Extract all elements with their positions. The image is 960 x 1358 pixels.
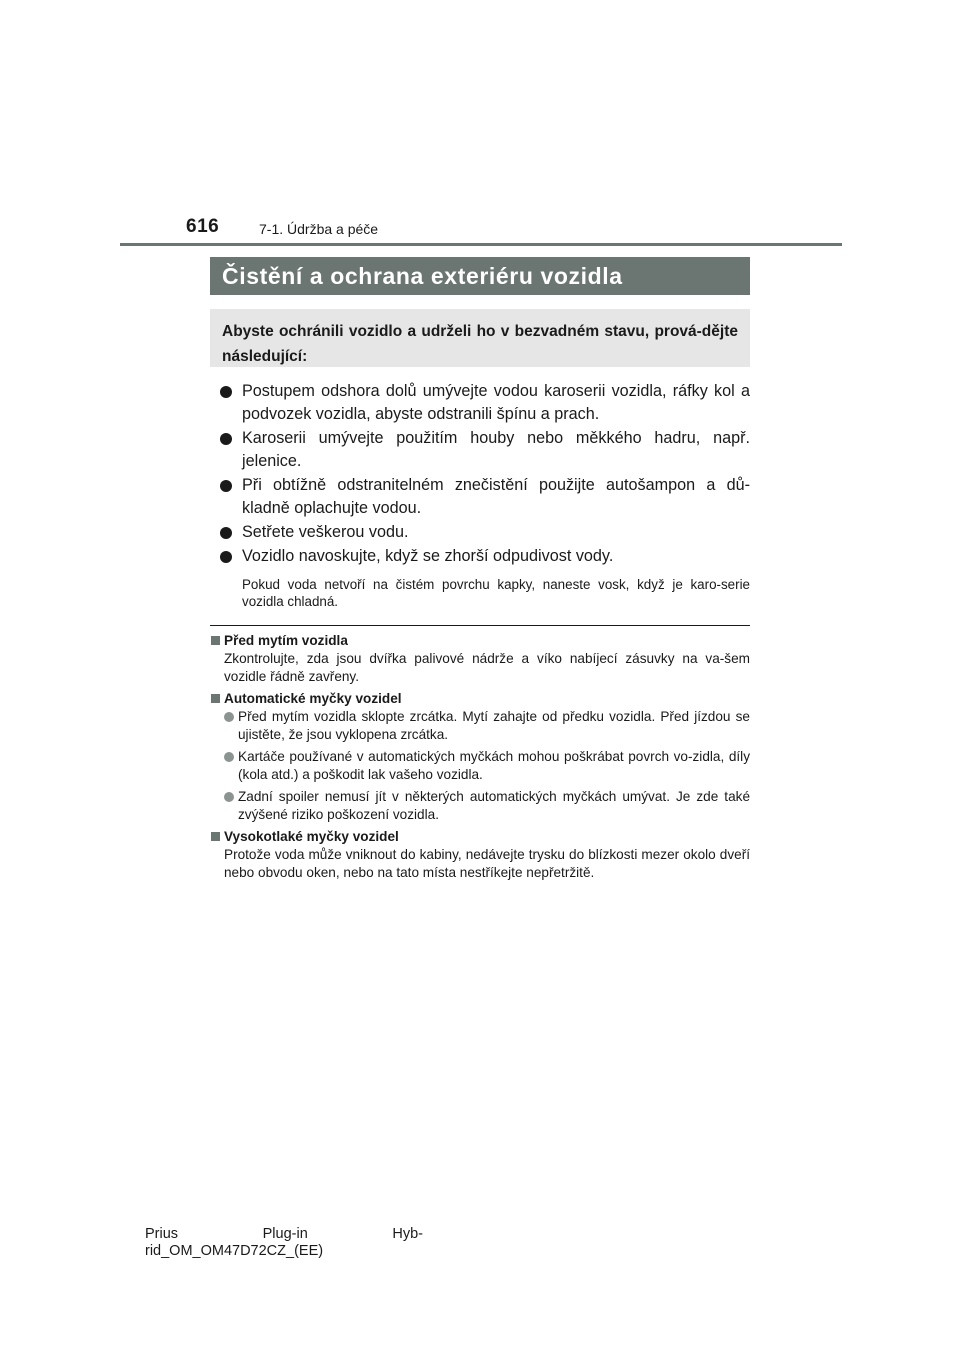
bullet-icon [220,551,232,563]
info-block-high-pressure-washes [210,828,750,882]
bullet-icon [224,712,234,722]
info-heading [210,632,750,650]
sub-list-item-text: Před mytím vozidla sklopte zrcátka. Mytí zahajte od předku vozidla. Před jízdou se ujistěte, že jsou vyklopena zrcátka. [238,709,750,742]
sub-list-item-text: Kartáče používané v automatických myčkách mohou poškrábat povrch vo-zidla, díly (kola atd.) a poškodit lak vašeho vozidla. [238,749,750,782]
bullet-icon [220,480,232,492]
info-body: Protože voda může vniknout do kabiny, nedávejte trysku do blízkosti mezer okolo dveří nebo obvodu oken, nebo na tato místa nestříkejte nepřetržitě. [224,847,750,880]
footer-row [145,1226,423,1243]
info-heading-text: Před mytím vozidla [224,633,348,648]
wax-note: Pokud voda netvoří na čistém povrchu kapky, naneste vosk, když je karo-serie vozidla chladná. [242,577,750,609]
info-sub-list [210,708,750,824]
sub-list-item [210,788,750,824]
page-number: 616 [186,216,220,237]
sub-list-item [210,748,750,784]
list-item [218,521,750,544]
footer-text: Hyb- [392,1226,423,1242]
page-title: Čistění a ochrana exteriéru vozidla [210,257,750,295]
list-item-text: Karoserii umývejte použitím houby nebo měkkého hadru, např. jelenice. [242,429,750,470]
sub-list-item [210,708,750,744]
instruction-list [218,380,750,569]
footer-text: Prius [145,1226,179,1242]
footer-text: Plug-in [262,1226,308,1242]
header-rule [120,243,842,246]
bullet-icon [224,792,234,802]
section-divider [210,625,750,626]
sub-list-item-text: Zadní spoiler nemusí jít v některých automatických myčkách umývat. Je zde také zvýšené riziko poškození vozidla. [238,789,750,822]
section-label: 7-1. Údržba a péče [259,221,379,237]
bullet-icon [220,386,232,398]
info-block-automatic-car-washes [210,690,750,824]
list-item-text: Postupem odshora dolů umývejte vodou karoserii vozidla, ráfky kol a podvozek vozidla, abyste odstranili špínu a prach. [242,382,750,423]
info-block-before-washing [210,632,750,686]
list-item-text: Setřete veškerou vodu. [242,523,409,541]
list-item [218,380,750,426]
square-bullet-icon [211,636,220,645]
intro-box [210,309,750,367]
bullet-icon [220,433,232,445]
bullet-icon [220,527,232,539]
intro-text: Abyste ochránili vozidlo a udrželi ho v bezvadném stavu, prová-dějte následující: [222,323,738,365]
list-item-text: Při obtížně odstranitelném znečistění použijte autošampon a dů-kladně oplachujte vodou. [242,476,750,517]
square-bullet-icon [211,832,220,841]
info-heading-text: Vysokotlaké myčky vozidel [224,829,399,844]
list-item [218,474,750,520]
info-heading [210,690,750,708]
info-body: Zkontrolujte, zda jsou dvířka palivové nádrže a víko nabíjecí zásuvky na va-šem vozidle řádně zavřeny. [224,651,750,684]
list-item [218,545,750,568]
info-heading-text: Automatické myčky vozidel [224,691,402,706]
info-section [210,632,750,886]
info-heading [210,828,750,846]
footer-document-code: rid_OM_OM47D72CZ_(EE) [145,1243,324,1259]
list-item [218,427,750,473]
bullet-icon [224,752,234,762]
footer [145,1226,423,1260]
square-bullet-icon [211,694,220,703]
list-item-text: Vozidlo navoskujte, když se zhorší odpudivost vody. [242,547,614,565]
